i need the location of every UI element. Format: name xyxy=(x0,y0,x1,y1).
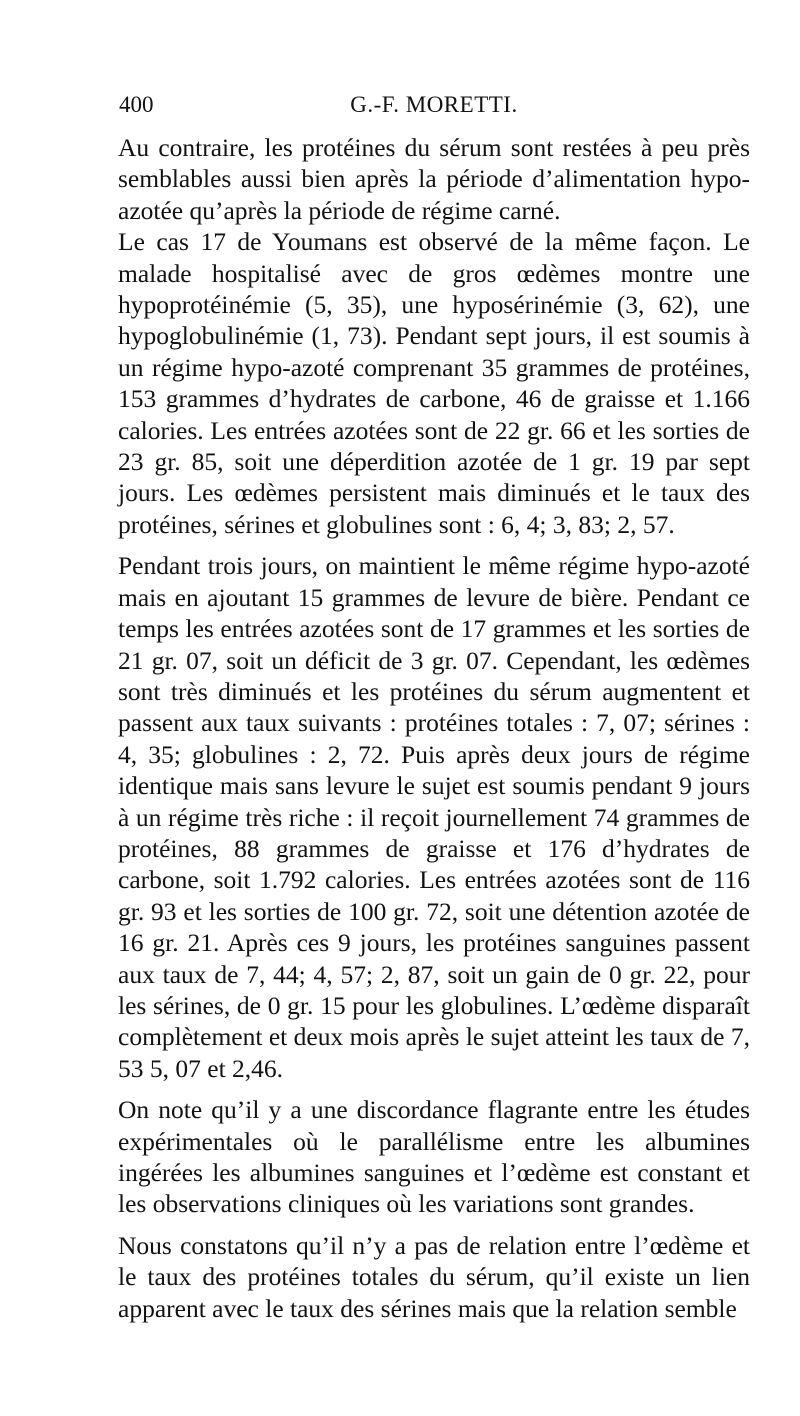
page-header xyxy=(119,92,749,122)
paragraph-5: Nous constatons qu’il n’y a pas de relation entre l’œdème et le taux des protéines totales du sérum, qu’il existe un lien apparent avec le taux des sérines mais que la relation semble xyxy=(118,1230,750,1323)
paragraph-4: On note qu’il y a une discordance flagrante entre les études expérimentales où le parallélisme entre les albumines ingérées les albumines sanguines et l’œdème est constant et les observations cliniques où les variations sont grandes. xyxy=(118,1095,750,1219)
paragraph-1: Au contraire, les protéines du sérum sont restées à peu près semblables aussi bien après la période d’alimentation hypo-azotée qu’après la période de régime carné. xyxy=(118,133,750,225)
paragraph-2: Le cas 17 de Youmans est observé de la même façon. Le malade hospitalisé avec de gros œdèmes montre une hypoprotéinémie (5, 35), une hyposérinémie (3, 62), une hypoglobulinémie (1, 73). Pendant sept jours, il est soumis à un régime hypo-azoté comprenant 35 grammes de protéines, 153 grammes d’hydrates de carbone, 46 de graisse et 1.166 calories. Les entrées azotées sont de 22 gr. 66 et les sorties de 23 gr. 85, soit une déperdition azotée de 1 gr. 19 par sept jours. Les œdèmes persistent mais diminués et le taux des protéines, sérines et globulines sont : 6, 4; 3, 83; 2, 57. xyxy=(118,227,750,539)
running-head: G.-F. MORETTI. xyxy=(350,92,518,117)
paragraph-3: Pendant trois jours, on maintient le même régime hypo-azoté mais en ajoutant 15 grammes de levure de bière. Pendant ce temps les entrées azotées sont de 17 grammes et les sorties de 21 gr. 07, soit un déficit de 3 gr. 07. Cependant, les œdèmes sont très diminués et les protéines du sérum augmentent et passent aux taux suivants : protéines totales : 7, 07; sérines : 4, 35; globulines : 2, 72. Puis après deux jours de régime identique mais sans levure le sujet est soumis pendant 9 jours à un régime très riche : il reçoit journellement 74 grammes de protéines, 88 grammes de graisse et 176 d’hydrates de carbone, soit 1.792 calories. Les entrées azotées sont de 116 gr. 93 et les sorties de 100 gr. 72, soit une détention azotée de 16 gr. 21. Après ces 9 jours, les protéines sanguines passent aux taux de 7, 44; 4, 57; 2, 87, soit un gain de 0 gr. 22, pour les sérines, de 0 gr. 15 pour les globulines. L’œdème disparaît complètement et deux mois après le sujet atteint les taux de 7, 53 5, 07 et 2,46. xyxy=(118,551,750,1083)
page-number: 400 xyxy=(119,92,154,117)
body-text xyxy=(118,132,750,1334)
